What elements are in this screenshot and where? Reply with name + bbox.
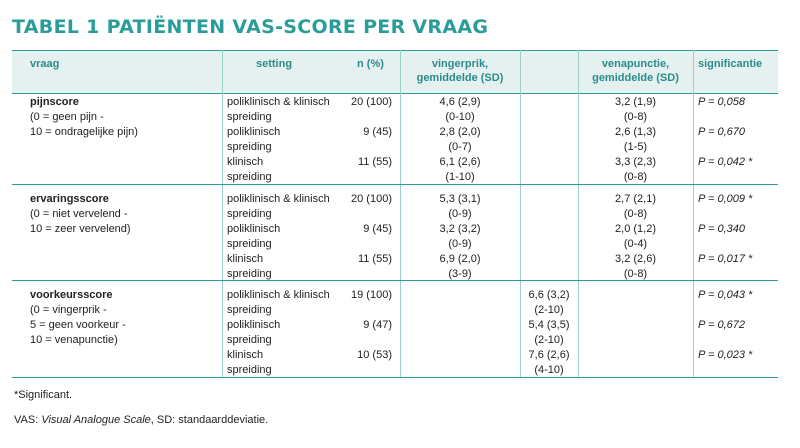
preference-range: (2-10): [534, 334, 564, 346]
setting-label: poliklinisch: [227, 223, 281, 235]
venapunctie-mean: 2,7 (2,1): [615, 193, 656, 205]
spreiding-label: spreiding: [227, 304, 272, 316]
significance-value: P = 0,340: [698, 223, 745, 235]
venapunctie-mean: 2,6 (1,3): [615, 126, 656, 138]
vingerprik-mean: 6,1 (2,6): [439, 156, 481, 168]
vingerprik-range: (0-10): [445, 111, 475, 123]
venapunctie-range: (0-8): [623, 171, 648, 183]
group-description: 5 = geen voorkeur -: [30, 319, 126, 331]
group-description: (0 = geen pijn -: [30, 111, 104, 123]
setting-label: poliklinisch & klinisch: [227, 193, 330, 205]
preference-range: (2-10): [534, 304, 564, 316]
significance-value: P = 0,043 *: [698, 289, 753, 301]
vingerprik-range: (0-9): [448, 208, 472, 220]
group-name: voorkeursscore: [30, 289, 113, 301]
vingerprik-range: (0-7): [448, 141, 472, 153]
spreiding-label: spreiding: [227, 364, 272, 376]
setting-label: poliklinisch: [227, 319, 281, 331]
spreiding-label: spreiding: [227, 268, 272, 280]
venapunctie-mean: 2,0 (1,2): [615, 223, 656, 235]
vingerprik-mean: 6,9 (2,0): [439, 253, 481, 265]
preference-mean: 6,6 (3,2): [528, 289, 570, 301]
significance-value: P = 0,058: [698, 96, 745, 108]
setting-label: klinisch: [227, 253, 264, 265]
table-title: TABEL 1 PATIËNTEN VAS-SCORE PER VRAAG: [12, 16, 489, 38]
table-bottom-border: [12, 377, 778, 378]
n-value: 9 (45): [363, 126, 392, 138]
vingerprik-range: (3-9): [448, 268, 472, 280]
footnote-abbreviations: VAS: Visual Analogue Scale, SD: standaarddeviatie.: [14, 414, 269, 426]
vingerprik-mean: 2,8 (2,0): [439, 126, 481, 138]
preference-mean: 7,6 (2,6): [528, 349, 570, 361]
venapunctie-range: (0-8): [623, 208, 648, 220]
significance-value: P = 0,670: [698, 126, 745, 138]
header-vingerprik: vingerprik, gemiddelde (SD): [416, 58, 504, 84]
significance-value: P = 0,017 *: [698, 253, 753, 265]
preference-mean: 5,4 (3,5): [528, 319, 570, 331]
group-name: pijnscore: [30, 96, 79, 108]
group-description: (0 = vingerprik -: [30, 304, 107, 316]
group-description: 10 = venapunctie): [30, 334, 118, 346]
spreiding-label: spreiding: [227, 141, 272, 153]
significance-value: P = 0,042 *: [698, 156, 753, 168]
spreiding-label: spreiding: [227, 238, 272, 250]
vingerprik-mean: 4,6 (2,9): [439, 96, 481, 108]
venapunctie-range: (0-8): [623, 111, 648, 123]
venapunctie-range: (0-8): [623, 268, 648, 280]
preference-range: (4-10): [534, 364, 564, 376]
n-value: 20 (100): [351, 193, 392, 205]
spreiding-label: spreiding: [227, 334, 272, 346]
n-value: 9 (45): [363, 223, 392, 235]
setting-label: klinisch: [227, 156, 264, 168]
setting-label: poliklinisch & klinisch: [227, 289, 330, 301]
n-value: 11 (55): [357, 253, 392, 265]
group-description: (0 = niet vervelend -: [30, 208, 128, 220]
n-value: 20 (100): [351, 96, 392, 108]
significance-value: P = 0,009 *: [698, 193, 753, 205]
setting-label: klinisch: [227, 349, 264, 361]
spreiding-label: spreiding: [227, 171, 272, 183]
header-vraag: vraag: [30, 58, 60, 70]
group-name: ervaringsscore: [30, 193, 109, 205]
n-value: 19 (100): [351, 289, 392, 301]
n-value: 9 (47): [363, 319, 392, 331]
vingerprik-mean: 3,2 (3,2): [439, 223, 481, 235]
column-divider: [693, 50, 694, 377]
vingerprik-mean: 5,3 (3,1): [439, 193, 481, 205]
group-description: 10 = zeer vervelend): [30, 223, 131, 235]
header-n: n (%): [357, 58, 384, 70]
vingerprik-range: (1-10): [445, 171, 475, 183]
header-significantie: significantie: [698, 58, 763, 70]
group-description: 10 = ondragelijke pijn): [30, 126, 138, 138]
significance-value: P = 0,672: [698, 319, 745, 331]
vingerprik-range: (0-9): [448, 238, 472, 250]
spreiding-label: spreiding: [227, 208, 272, 220]
venapunctie-mean: 3,3 (2,3): [615, 156, 656, 168]
header-venapunctie: venapunctie, gemiddelde (SD): [592, 58, 679, 84]
n-value: 10 (53): [357, 349, 392, 361]
column-divider: [222, 50, 223, 377]
significance-value: P = 0,023 *: [698, 349, 753, 361]
venapunctie-range: (1-5): [623, 141, 648, 153]
setting-label: poliklinisch & klinisch: [227, 96, 330, 108]
venapunctie-mean: 3,2 (2,6): [615, 253, 656, 265]
spreiding-label: spreiding: [227, 111, 272, 123]
setting-label: poliklinisch: [227, 126, 281, 138]
venapunctie-range: (0-4): [623, 238, 648, 250]
venapunctie-mean: 3,2 (1,9): [615, 96, 656, 108]
footnote-significant: *Significant.: [14, 389, 73, 401]
n-value: 11 (55): [357, 156, 392, 168]
header-setting: setting: [256, 58, 293, 70]
